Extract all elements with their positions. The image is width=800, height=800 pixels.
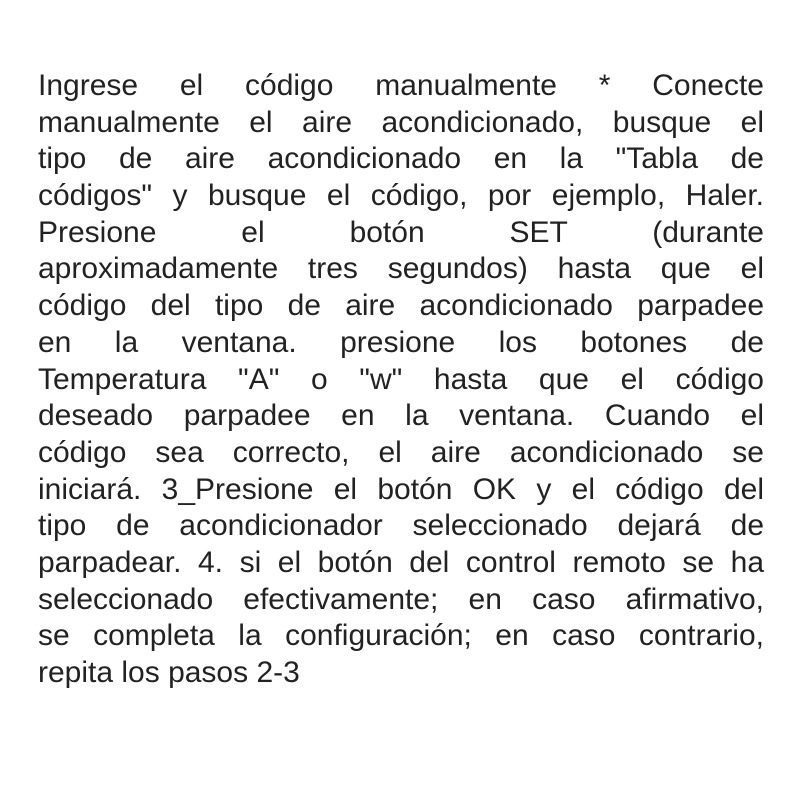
text-line: tipo de aire acondicionado en la "Tabla de — [38, 142, 764, 176]
text-line: código del tipo de aire acondicionado parpadee — [38, 289, 764, 323]
text-line: iniciará. 3_Presione el botón OK y el código del — [38, 472, 764, 506]
text-line: aproximadamente tres segundos) hasta que el — [38, 252, 764, 286]
text-line: Presione el botón SET (durante — [38, 215, 764, 249]
text-line: parpadear. 4. si el botón del control remoto se ha — [38, 545, 764, 579]
text-line: códigos" y busque el código, por ejemplo, Haler. — [38, 179, 764, 213]
instructions-text — [38, 68, 764, 692]
text-line: repita los pasos 2-3 — [38, 656, 300, 689]
text-line: tipo de acondicionador seleccionado dejará de — [38, 509, 764, 543]
text-line: deseado parpadee en la ventana. Cuando el — [38, 399, 764, 433]
text-line: seleccionado efectivamente; en caso afirmativo, — [38, 582, 764, 616]
text-line: manualmente el aire acondicionado, busque el — [38, 105, 764, 139]
text-line: código sea correcto, el aire acondicionado se — [38, 435, 764, 469]
text-line: en la ventana. presione los botones de — [38, 325, 764, 359]
text-line: se completa la configuración; en caso contrario, — [38, 619, 764, 653]
text-line: Ingrese el código manualmente * Conecte — [38, 69, 764, 102]
text-line: Temperatura "A" o "w" hasta que el código — [38, 362, 764, 396]
